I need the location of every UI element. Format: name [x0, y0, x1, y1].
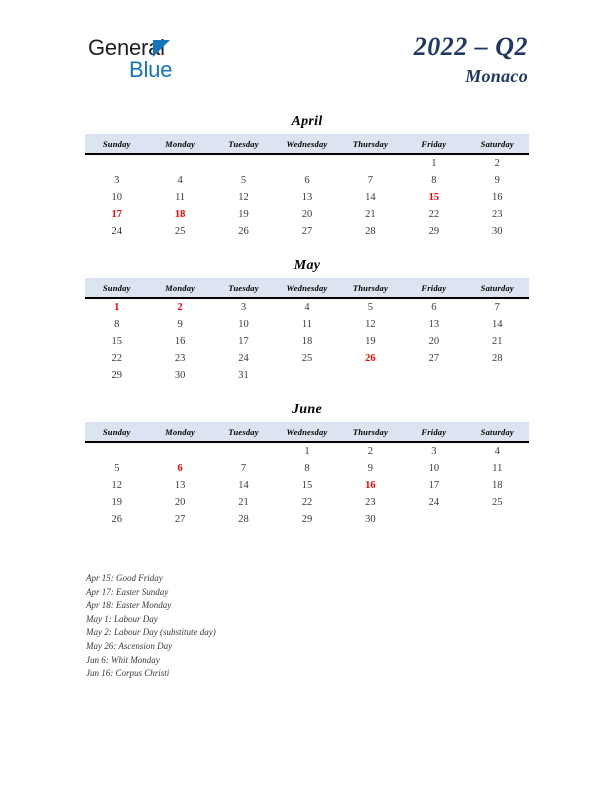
week-row: [85, 172, 529, 189]
day-cell-empty: [275, 154, 338, 172]
week-row: [85, 511, 529, 528]
day-cell[interactable]: 27: [428, 353, 440, 364]
week-row: [85, 154, 529, 172]
day-cell[interactable]: 4: [177, 175, 183, 186]
day-cell[interactable]: 10: [238, 319, 249, 330]
weekday-header-row: [85, 278, 529, 298]
day-cell-empty: [466, 511, 529, 528]
day-cell-holiday[interactable]: 18: [174, 209, 186, 220]
day-cell-empty: [85, 154, 148, 172]
day-cell[interactable]: 13: [174, 480, 186, 491]
weekday-header-row: [85, 422, 529, 442]
day-cell[interactable]: 18: [301, 336, 313, 347]
week-row: [85, 316, 529, 333]
weekday-header-tuesday: Tuesday: [212, 134, 275, 154]
day-cell[interactable]: 24: [428, 497, 440, 508]
triangle-icon: [153, 40, 170, 57]
day-cell[interactable]: 14: [492, 319, 503, 330]
day-cell[interactable]: 25: [301, 353, 313, 364]
day-cell[interactable]: 8: [431, 175, 437, 186]
weekday-header-thursday: Thursday: [339, 422, 402, 442]
legend-item: May 1: Labour Day: [86, 613, 158, 624]
day-cell[interactable]: 27: [174, 514, 186, 525]
day-cell[interactable]: 29: [111, 370, 122, 381]
day-cell[interactable]: 30: [365, 514, 376, 525]
weekday-header-friday: Friday: [402, 278, 465, 298]
day-cell[interactable]: 2: [494, 158, 500, 169]
weekday-header-row: [85, 134, 529, 154]
day-cell[interactable]: 3: [431, 446, 437, 457]
day-cell[interactable]: 19: [365, 336, 376, 347]
week-row: [85, 367, 529, 384]
week-row: [85, 442, 529, 460]
day-cell[interactable]: 11: [492, 463, 503, 474]
day-cell[interactable]: 10: [428, 463, 440, 474]
day-cell[interactable]: 23: [492, 209, 503, 220]
day-cell[interactable]: 5: [114, 463, 120, 474]
day-cell[interactable]: 9: [177, 319, 183, 330]
day-cell[interactable]: 25: [492, 497, 503, 508]
weekday-header-tuesday: Tuesday: [212, 422, 275, 442]
weekday-header-wednesday: Wednesday: [275, 422, 338, 442]
day-cell[interactable]: 24: [238, 353, 249, 364]
day-cell-holiday[interactable]: 1: [114, 302, 120, 313]
legend-item: Jun 6: Whit Monday: [86, 654, 160, 665]
day-cell[interactable]: 23: [174, 353, 186, 364]
weekday-header-thursday: Thursday: [339, 134, 402, 154]
weekday-header-monday: Monday: [148, 134, 211, 154]
day-cell[interactable]: 11: [301, 319, 313, 330]
calendar-table: [85, 278, 529, 384]
day-cell[interactable]: 1: [304, 446, 310, 457]
page-header: [0, 0, 612, 100]
logo-text-blue: Blue: [129, 57, 173, 82]
day-cell[interactable]: 12: [111, 480, 122, 491]
day-cell-empty: [275, 367, 338, 384]
week-row: [85, 206, 529, 223]
day-cell[interactable]: 8: [114, 319, 120, 330]
day-cell[interactable]: 7: [240, 463, 247, 474]
day-cell[interactable]: 22: [428, 209, 440, 220]
day-cell[interactable]: 9: [367, 463, 374, 474]
day-cell[interactable]: 2: [367, 446, 374, 457]
weekday-header-sunday: Sunday: [85, 134, 148, 154]
weekday-header-sunday: Sunday: [85, 422, 148, 442]
day-cell[interactable]: 28: [492, 353, 503, 364]
week-row: [85, 460, 529, 477]
week-row: [85, 189, 529, 206]
day-cell[interactable]: 26: [238, 226, 249, 237]
day-cell[interactable]: 7: [367, 175, 374, 186]
day-cell[interactable]: 14: [365, 192, 376, 203]
weekday-header-friday: Friday: [402, 134, 465, 154]
legend-item: Apr 15: Good Friday: [86, 573, 163, 583]
weekday-header-friday: Friday: [402, 422, 465, 442]
day-cell[interactable]: 9: [494, 175, 500, 186]
day-cell-empty: [212, 154, 275, 172]
day-cell[interactable]: 15: [111, 336, 122, 347]
day-cell-empty: [339, 154, 402, 172]
day-cell-empty: [148, 442, 211, 460]
day-cell[interactable]: 20: [301, 209, 313, 220]
weekday-header-sunday: Sunday: [85, 278, 148, 298]
day-cell[interactable]: 19: [238, 209, 249, 220]
day-cell[interactable]: 21: [365, 209, 376, 220]
week-row: [85, 298, 529, 316]
page-title: 2022 – Q2: [413, 32, 528, 61]
day-cell[interactable]: 7: [494, 302, 500, 313]
legend-item: May 26: Ascension Day: [86, 640, 173, 651]
title-block: [414, 32, 528, 88]
day-cell[interactable]: 6: [304, 175, 310, 186]
day-cell[interactable]: 31: [238, 370, 249, 381]
day-cell[interactable]: 25: [174, 226, 186, 237]
holiday-legend: [86, 572, 486, 681]
day-cell-empty: [466, 367, 529, 384]
day-cell[interactable]: 6: [431, 302, 437, 313]
day-cell[interactable]: 17: [238, 336, 249, 347]
week-row: [85, 494, 529, 511]
day-cell[interactable]: 13: [301, 192, 313, 203]
day-cell-holiday[interactable]: 2: [177, 302, 183, 313]
day-cell[interactable]: 5: [367, 302, 374, 313]
calendar-months: [85, 112, 529, 544]
day-cell-empty: [212, 442, 275, 460]
day-cell-holiday[interactable]: 17: [111, 209, 122, 220]
day-cell[interactable]: 19: [111, 497, 122, 508]
day-cell[interactable]: 20: [428, 336, 440, 347]
weekday-header-wednesday: Wednesday: [275, 278, 338, 298]
calendar-table: [85, 134, 529, 240]
day-cell[interactable]: 10: [111, 192, 122, 203]
month-block: [85, 112, 529, 240]
day-cell[interactable]: 4: [494, 446, 500, 457]
day-cell[interactable]: 29: [428, 226, 440, 237]
day-cell-holiday[interactable]: 26: [365, 353, 376, 364]
day-cell[interactable]: 8: [304, 463, 310, 474]
month-block: [85, 400, 529, 528]
day-cell[interactable]: 4: [304, 302, 310, 313]
day-cell[interactable]: 17: [428, 480, 440, 491]
day-cell[interactable]: 23: [365, 497, 376, 508]
day-cell[interactable]: 14: [238, 480, 249, 491]
weekday-header-monday: Monday: [148, 422, 211, 442]
day-cell[interactable]: 30: [492, 226, 503, 237]
day-cell-empty: [402, 367, 465, 384]
day-cell[interactable]: 29: [301, 514, 313, 525]
day-cell[interactable]: 15: [301, 480, 313, 491]
day-cell[interactable]: 21: [238, 497, 249, 508]
weekday-header-saturday: Saturday: [466, 278, 529, 298]
weekday-header-wednesday: Wednesday: [275, 134, 338, 154]
day-cell[interactable]: 30: [174, 370, 186, 381]
day-cell[interactable]: 16: [174, 336, 186, 347]
day-cell-empty: [85, 442, 148, 460]
day-cell-empty: [339, 367, 402, 384]
weekday-header-saturday: Saturday: [466, 422, 529, 442]
week-row: [85, 223, 529, 240]
weekday-header-thursday: Thursday: [339, 278, 402, 298]
month-title: May: [293, 258, 321, 273]
weekday-header-saturday: Saturday: [466, 134, 529, 154]
day-cell[interactable]: 27: [301, 226, 313, 237]
legend-item: Jun 16: Corpus Christi: [86, 668, 170, 679]
day-cell[interactable]: 20: [174, 497, 186, 508]
legend-item: May 2: Labour Day (substitute day): [86, 627, 216, 638]
day-cell[interactable]: 16: [492, 192, 503, 203]
day-cell[interactable]: 1: [431, 158, 437, 169]
day-cell[interactable]: 12: [365, 319, 376, 330]
logo-text-general: General: [88, 35, 165, 60]
day-cell[interactable]: 13: [428, 319, 440, 330]
general-blue-logo[interactable]: [88, 36, 268, 86]
day-cell[interactable]: 18: [492, 480, 503, 491]
day-cell[interactable]: 11: [175, 192, 186, 203]
day-cell-holiday[interactable]: 16: [365, 480, 376, 491]
day-cell-empty: [402, 511, 465, 528]
weekday-header-tuesday: Tuesday: [212, 278, 275, 298]
month-block: [85, 256, 529, 384]
week-row: [85, 333, 529, 350]
legend-item: Apr 18: Easter Monday: [86, 600, 172, 611]
weekday-header-monday: Monday: [148, 278, 211, 298]
day-cell[interactable]: 21: [492, 336, 503, 347]
day-cell[interactable]: 24: [111, 226, 122, 237]
day-cell-empty: [148, 154, 211, 172]
month-title: June: [292, 402, 322, 417]
week-row: [85, 350, 529, 367]
week-row: [85, 477, 529, 494]
day-cell[interactable]: 22: [301, 497, 313, 508]
day-cell-holiday[interactable]: 15: [428, 192, 440, 203]
month-title: April: [291, 114, 323, 129]
page-subtitle: Monaco: [465, 66, 528, 86]
day-cell[interactable]: 12: [238, 192, 249, 203]
day-cell-holiday[interactable]: 6: [177, 463, 183, 474]
calendar-table: [85, 422, 529, 528]
day-cell[interactable]: 22: [111, 353, 122, 364]
legend-item: Apr 17: Easter Sunday: [86, 586, 169, 597]
day-cell[interactable]: 5: [240, 175, 247, 186]
day-cell[interactable]: 28: [365, 226, 376, 237]
day-cell[interactable]: 3: [240, 302, 247, 313]
day-cell[interactable]: 3: [114, 175, 120, 186]
day-cell[interactable]: 28: [238, 514, 249, 525]
day-cell[interactable]: 26: [111, 514, 122, 525]
